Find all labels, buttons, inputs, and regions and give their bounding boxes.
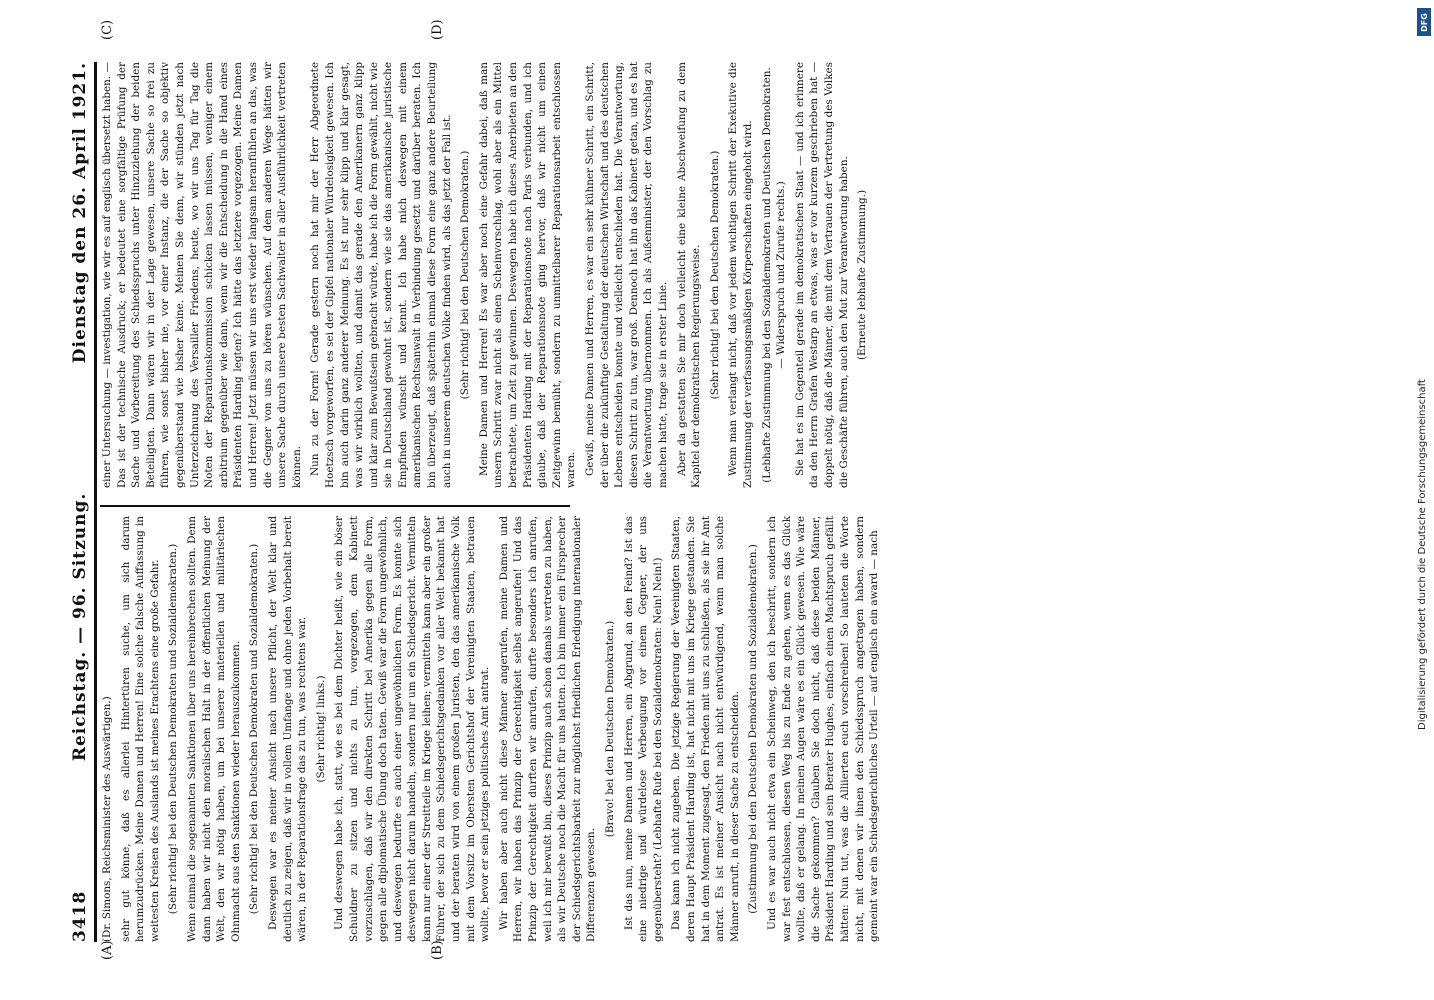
digitization-credit-text: Digitalisierung gefördert durch die Deutsche Forschungsgemeinschaft: [1417, 379, 1428, 730]
page-number: 3418: [70, 890, 90, 942]
interjection: (Sehr richtig! links.): [314, 675, 327, 783]
interjection: (Sehr richtig! bei den Deutschen Demokraten.): [708, 150, 721, 400]
interjection: (Sehr richtig! bei den Deutschen Demokraten und Sozialdemokraten.): [248, 543, 261, 915]
margin-letter-b: (B): [430, 940, 445, 960]
session-date: Dienstag den 26. April 1921.: [70, 62, 90, 364]
paragraph: (Dr. Simons, Reichsminister des Auswärtigen.): [101, 696, 113, 942]
session-title: Reichstag. — 96. Sitzung.: [70, 492, 90, 762]
interjection: (Lebhafte Zustimmung bei den Sozialdemokraten und Deutschen Demokraten. — Widerspruch und Zurufe rechts.): [760, 67, 788, 483]
paragraph: Sie hat es im Gegenteil gerade im demokratischen Staat — und ich erinnere da den Herrn Grafen Westarp an etwas, was er vor kurzem geschrieben hat — doppelt nötig, daß die Männer, die mit dem Vertrauen der Vertretung des Volkes die Geschäfte führen, auch den Mut zur Verantwortung haben.: [793, 62, 850, 488]
margin-letter-d: (D): [430, 19, 445, 40]
interjection: (Zustimmung bei den Deutschen Demokraten und Sozialdemokraten.): [747, 544, 760, 914]
paragraph: Und es war auch nicht etwa ein Scheinweg, den ich beschritt, sondern ich war fest entschlossen, diesen Weg bis zu Ende zu gehen, wenn es das Glück wollte, daß er gelang. In meinen Augen wäre es ein Glück gewesen. Wie wäre die Sache gekommen? Glauben Sie doch nicht, daß diese beiden Männer, Präsident Harding und sein Berater Hughes, einfach einen Machtspruch gefällt hätten: Nun tut, was die Alliierten euch vorschreiben! So lauteten die Worte nicht, mit denen wir ihnen den Schiedsspruch angetragen haben, sondern gemeint war ein Schiedsgerichtliches Urteil — auf englisch ein award — nach: [765, 516, 881, 942]
page-header: [60, 62, 97, 942]
paragraph: Das kann ich nicht zugeben. Die jetzige Regierung der Vereinigten Staaten, deren Haupt Präsident Harding ist, hat nicht mit uns im Kriege gestanden. Sie hat in dem Moment zugesagt, den Frieden mit uns zu schließen, als sie ihr Amt antrat. Es ist meiner Ansicht nach nicht entwürdigend, wenn man solche Männer anruft, in dieser Sache zu entscheiden.: [670, 516, 741, 942]
text-column-left: [100, 516, 881, 942]
digitization-credit: [1415, 40, 1431, 730]
interjection: (Sehr richtig! bei den Deutschen Demokraten.): [459, 150, 472, 400]
margin-letter-c: (C): [100, 19, 115, 40]
margin-letter-a: (A): [100, 940, 115, 960]
paragraph: Gewiß, meine Damen und Herren, es war ein sehr kühner Schritt, ein Schritt, der über die zukünftige Gestaltung der deutschen Wirtschaft und des deutschen Lebens entscheiden konnte und vielleicht entschieden hat. Die Verantwortung, diesen Schritt zu tun, war groß. Dennoch hat ihn das Kabinett getan, und es hat die Verantwortung übernommen. Ich als Außenminister, der den Vorschlag zu machen hatte, trage sie in erster Linie.: [584, 62, 669, 488]
paragraph: Wenn man verlangt nicht, daß vor jedem wichtigen Schritt der Exekutive die Zustimmung der verfassungsmäßigen Körperschaften eingeholt wird.: [727, 62, 754, 488]
paragraph: Meine Damen und Herren! Es war aber noch eine Gefahr dabei, daß man unsern Schritt zwar nicht als einen Scheinvorschlag, wohl aber als ein Mittel betrachtete, um Zeit zu gewinnen. Deswegen habe ich dieses Anerbieten an den Präsidenten Harding mit der Reparationsnote nach Paris verbunden, und ich glaube, daß der Reparationsnote ging hervor, daß wir nicht um einen Zeitgewinn bemüht, sondern zu unmittelbarer Reparationsarbeit entschlossen waren.: [477, 62, 578, 488]
paragraph: Wenn einmal die sogenannten Sanktionen über uns hereinbrechen sollten. Denn dann haben wir nicht den moralischen Halt in der öffentlichen Meinung der Welt, den wir nötig haben, um bei unserer materiellen und militärischen Ohnmacht aus den Sanktionen wieder herauszukommen.: [185, 516, 242, 942]
paragraph: Nun zu der Form! Gerade gestern noch hat mir der Herr Abgeordnete Hoetzsch vorgeworfen, es sei der Gipfel nationaler Würdelosigkeit gewesen. Ich bin auch darin ganz anderer Meinung. Es ist nur sehr klipp und klar gesagt, was wir wirklich wollten, und damit das gerade den Amerikanern ganz klipp und klar zum Bewußtsein gebracht würde, habe ich die Form gewählt, nicht wie sie in Deutschland gewohnt ist, sondern wie sie das amerikanische juristische Empfinden wünscht und kennt. Ich habe mich deswegen mit einem amerikanischen Rechtsanwalt in Verbindung gesetzt und darüber beraten. Ich bin überzeugt, daß späterhin einmal diese Form eine ganz andere Beurteilung auch in unserem deutschen Volke finden wird, als das jetzt der Fall ist.: [309, 62, 453, 488]
paragraph: sehr gut könne, daß es allerlei Hintertüren suche, um sich darum herumzudrücken. Meine Damen und Herren! Eine solche falsche Auffassung in weitesten Kreisen des Auslands ist meines Erachtens eine große Gefahr.: [119, 516, 161, 942]
interjection: (Sehr richtig! bei den Deutschen Demokraten und Sozialdemokraten.): [167, 543, 180, 915]
interjection: (Bravo! bei den Deutschen Demokraten.): [604, 620, 616, 838]
paragraph: Deswegen war es meiner Ansicht nach unsere Pflicht, der Welt klar und deutlich zu zeigen, daß wir in vollem Umfange und ohne jeden Vorbehalt bereit wären, in der Reparationsfrage das zu tun, was rechtens war.: [266, 516, 309, 942]
paragraph: Ist das nun, meine Damen und Herren, ein Abgrund, an den Feind? Ist das eine niedrige und würdelose Verbeugung vor einem Gegner, der uns gegenübersteht? (Lebhafte Rufe bei den Sozialdemokraten: Nein! Nein!): [622, 516, 664, 942]
paragraph: Und deswegen habe ich, statt, wie es bei dem Dichter heißt, wie ein böser Schuldner zu sitzen und nichts zu tun, vorgezogen, dem Kabinett vorzuschlagen, daß wir den direkten Schritt bei Amerika gegen alle Form, gegen alle diplomatische Übung doch taten. Gewiß war die Form ungewöhnlich, und deswegen bedurfte es auch einer ungewöhnlichen Form. Es konnte sich deswegen nicht darum handeln, sondern nur um ein Schiedsgericht. Vermitteln kann nur einer der Streitteile im Kriege leihen; vermitteln kann aber ein großer Führer, der sich zu dem Schiedsgerichtsgedanken vor aller Welt bekannt hat und der beraten wird von einem großen Juristen, den das amerikanische Volk mit dem Vorsitz im Obersten Gerichtshof der Vereinigten Staaten, betrauen wollte, bevor er sein jetziges politisches Amt antrat.: [333, 516, 492, 942]
paragraph: einer Untersuchung — investigation, wie wir es auf englisch übersetzt haben. — Das ist der technische Ausdruck; er bedeutet eine sorgfältige Prüfung der Sache und Vorbereitung des Schiedsspruchs unter Hinzuziehung der beiden Beteiligten. Dann wären wir in der Lage gewesen, unsere Sache so frei zu führen, wie sonst bisher nie, vor einer Instanz, die der Sache so objektiv gegenüberstand wie bisher keine. Meinen Sie denn, wir stünden jetzt nach Unterzeichnung des Versailler Friedens, heute, wo wir uns Tag für Tag die Noten der Reparationskommission schicken lassen müssen, weniger einem arbitrium gegenüber wie dann, wenn wir die Entscheidung in die Hand eines Präsidenten Harding legten? Ich hätte das letztere vorgezogen. Meine Damen und Herren! Jetzt müssen wir uns erst wieder langsam heranfühlen an das, was die Gegner von uns zu hören wünschen. Auf dem anderen Wege hätten wir unsere Sache durch unsere besten Sachwalter in aller Ausführlichkeit vertreten können.: [101, 62, 303, 488]
paragraph: Wir haben aber auch nicht diese Männer angerufen, meine Damen und Herren, wir haben das Prinzip der Gerechtigkeit selbst angerufen! Und das Prinzip der Gerechtigkeit durften wir anrufen, durfte besonders ich anrufen, weil ich mir bewußt bin, dieses Prinzip auch schon damals vertreten zu haben, als wir Deutsche noch die Macht für uns hatten. Ich bin immer ein Fürsprecher der Schiedsgerichtsbarkeit zur möglichst friedlichen Erledigung internationaler Differenzen gewesen.: [497, 516, 598, 942]
text-column-right: [100, 62, 869, 488]
dfg-logo: DFG: [1417, 8, 1431, 36]
interjection: (Erneute lebhafte Zustimmung.): [856, 189, 869, 361]
column-divider: [100, 505, 570, 507]
paragraph: Aber da gestatten Sie mir doch vielleicht eine kleine Abschweifung zu dem Kapitel der demokratischen Regierungsweise.: [675, 62, 703, 488]
